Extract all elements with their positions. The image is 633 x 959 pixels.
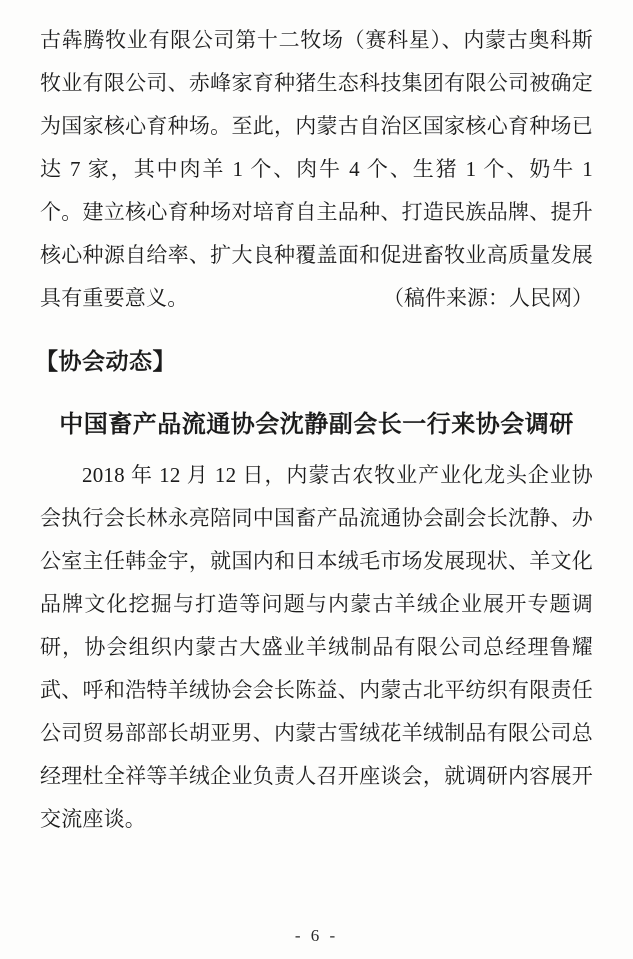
section-header-association-news: 【协会动态】	[35, 348, 176, 374]
paragraph-research-visit: 2018 年 12 月 12 日，内蒙古农牧业产业化龙头企业协会执行会长林永亮陪同中国畜产品流通协会副会长沈静、办公室主任韩金宇，就国内和日本绒毛市场发展现状、羊文化品牌文化挖掘与打造等问题与内蒙古羊绒企业展开专题调研，协会组织内蒙古大盛业羊绒制品有限公司总经理鲁耀武、呼和浩特羊绒协会会长陈益、内蒙古北平纺织有限责任公司贸易部部长胡亚男、内蒙古雪绒花羊绒制品有限公司总经理杜全祥等羊绒企业负责人召开座谈会，就调研内容展开交流座谈。	[40, 463, 593, 831]
source-attribution: （稿件来源：人民网）	[383, 286, 593, 310]
article-title: 中国畜产品流通协会沈静副会长一行来协会调研	[59, 412, 574, 438]
page-content	[35, 9, 593, 841]
paragraph-core-breeding-farms: 古犇腾牧业有限公司第十二牧场（赛科星）、内蒙古奥科斯牧业有限公司、赤峰家育种猪生态科技集团有限公司被确定为国家核心育种场。至此，内蒙古自治区国家核心育种场已达 7 家，其中肉羊 1 个、肉牛 4 个、生猪 1 个、奶牛 1 个。建立核心育种场对培育自主品种、打造民族品牌、提升核心种源自给率、扩大良种覆盖面和促进畜牧业高质量发展具有重要意义。	[40, 28, 593, 310]
page-number: - 6 -	[294, 926, 339, 945]
